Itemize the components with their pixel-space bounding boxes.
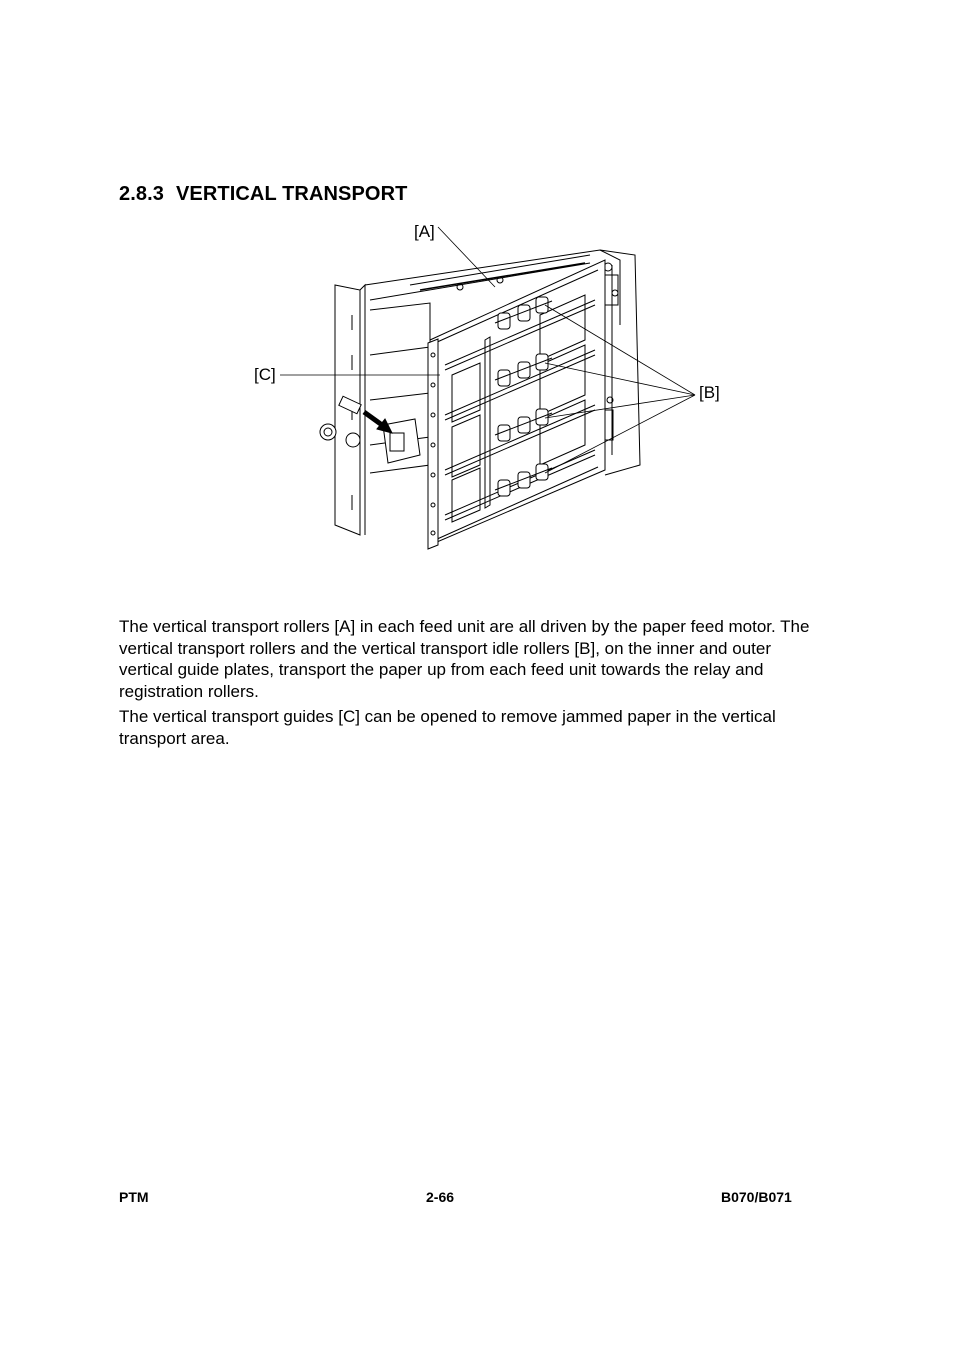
footer-left: PTM — [119, 1189, 149, 1205]
body-paragraph-2: The vertical transport guides [C] can be opened to remove jammed paper in the vertical transport area. — [119, 707, 776, 748]
callout-b: [B] — [699, 383, 720, 402]
guide-plate — [428, 260, 605, 549]
callout-a: [A] — [414, 222, 435, 241]
footer-page-number: 2-66 — [426, 1189, 455, 1205]
vertical-transport-drawing — [240, 215, 740, 555]
section-title: VERTICAL TRANSPORT — [175, 183, 408, 205]
callout-c: [C] — [254, 365, 276, 384]
footer-right: B070/B071 — [721, 1189, 792, 1205]
section-number: 2.8.3 — [119, 183, 164, 205]
section-heading — [119, 183, 407, 206]
body-paragraph-1: The vertical transport rollers [A] in each feed unit are all driven by the paper feed motor. The vertical transport rollers and the vertical transport idle rollers [B], on the inner and outer vertical guide plates, transport the paper up from each feed unit towards the relay and registration rollers. — [119, 617, 810, 701]
vertical-transport-illustration — [240, 215, 740, 555]
open-direction-arrow — [364, 412, 392, 433]
